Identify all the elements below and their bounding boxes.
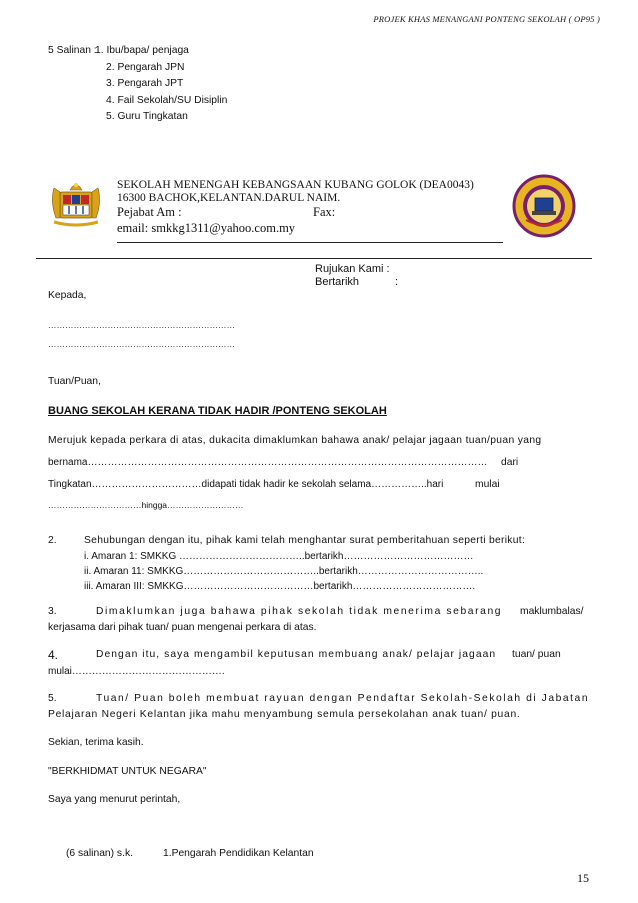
email-label: email: smkkg1311@yahoo.com.my	[117, 221, 296, 235]
paragraph-5-line: Pelajaran Negeri Kelantan jika mahu menyambung semula persekolahan anak tuan/ puan.	[48, 709, 521, 720]
school-name: SEKOLAH MENENGAH KEBANGSAAN KUBANG GOLOK (DEA0043)	[117, 179, 474, 191]
paragraph-4-line: mulai……………………………………….	[48, 666, 225, 677]
letterhead-divider	[36, 258, 592, 259]
paragraph-4-line: tuan/ puan	[512, 649, 561, 660]
paragraph-3-line: maklumbalas/	[520, 606, 584, 617]
paragraph-3-line: kerjasama dari pihak tuan/ puan mengenai perkara di atas.	[48, 622, 317, 633]
recipient-line: …………………………………………………………	[48, 320, 235, 330]
closing-motto: "BERKHIDMAT UNTUK NEGARA"	[48, 766, 207, 777]
school-address: 16300 BACHOK,KELANTAN.DARUL NAIM.	[117, 192, 341, 204]
copies-item: 3. Pengarah JPT	[106, 78, 184, 89]
warning-line: ii. Amaran 11: SMKKG…………………………………..bertarikh………………………………..	[84, 566, 484, 577]
copies-label: 5 Salinan :	[48, 45, 97, 56]
running-header: PROJEK KHAS MENANGANI PONTENG SEKOLAH ( OP95 )	[373, 14, 600, 24]
paragraph-1-line: dari	[501, 457, 519, 468]
paragraph-2-number: 2.	[48, 535, 57, 546]
paragraph-1-line: Tingkatan……………………………didapati tidak hadir ke sekolah selama……………..hari	[48, 479, 444, 490]
closing-thanks: Sekian, terima kasih.	[48, 737, 144, 748]
reference-bertarikh: Bertarikh	[315, 276, 360, 288]
paragraph-2-text: Sehubungan dengan itu, pihak kami telah menghantar surat pemberitahuan seperti berikut:	[84, 535, 526, 546]
page-number: 15	[577, 871, 589, 885]
office-label: Pejabat Am :	[117, 205, 182, 219]
paragraph-1-line: ……………………………hingga………………………	[48, 500, 244, 510]
warning-line: i. Amaran 1: SMKKG ………………………………..bertarikh…………………………………	[84, 551, 474, 562]
salutation: Tuan/Puan,	[48, 376, 101, 387]
fax-label: Fax:	[313, 205, 336, 219]
paragraph-5-number: 5.	[48, 693, 57, 704]
warning-line: iii. Amaran III: SMKKG…………………………………bertarikh……………………………….	[84, 581, 476, 592]
recipient-kepada: Kepada,	[48, 290, 87, 301]
copies-item: 1. Ibu/bapa/ penjaga	[95, 45, 189, 56]
footer-copies-to: 1.Pengarah Pendidikan Kelantan	[163, 848, 314, 859]
copies-item: 5. Guru Tingkatan	[106, 111, 188, 122]
paragraph-4-number: 4.	[48, 648, 59, 662]
paragraph-5-line: Tuan/ Puan boleh membuat rayuan dengan Pendaftar Sekolah-Sekolah di Jabatan	[96, 693, 590, 704]
copies-item: 4. Fail Sekolah/SU Disiplin	[106, 95, 228, 106]
reference-rujukan: Rujukan Kami :	[315, 263, 390, 275]
paragraph-3-line: Dimaklumkan juga bahawa pihak sekolah tidak menerima sebarang	[96, 606, 503, 617]
paragraph-3-number: 3.	[48, 606, 57, 617]
paragraph-1-line: Merujuk kepada perkara di atas, dukacita dimaklumkan bahawa anak/ pelajar jagaan tuan/puan yang	[48, 435, 542, 446]
school-badge-icon	[512, 174, 576, 238]
malaysia-crest-icon	[46, 178, 106, 232]
reference-bertarikh-colon: :	[395, 276, 399, 288]
recipient-line: …………………………………………………………	[48, 339, 235, 349]
copies-item: 2. Pengarah JPN	[106, 62, 185, 73]
paragraph-4-line: Dengan itu, saya mengambil keputusan membuang anak/ pelajar jagaan	[96, 649, 497, 660]
paragraph-1-line: mulai	[475, 479, 500, 490]
closing-signoff: Saya yang menurut perintah,	[48, 794, 181, 805]
paragraph-1-line: bernama…………………………………………………………………………………………………………	[48, 457, 488, 468]
subject-title: BUANG SEKOLAH KERANA TIDAK HADIR /PONTENG SEKOLAH	[48, 405, 387, 417]
footer-copies-label: (6 salinan) s.k.	[66, 848, 133, 859]
letterhead-underline	[117, 242, 503, 243]
